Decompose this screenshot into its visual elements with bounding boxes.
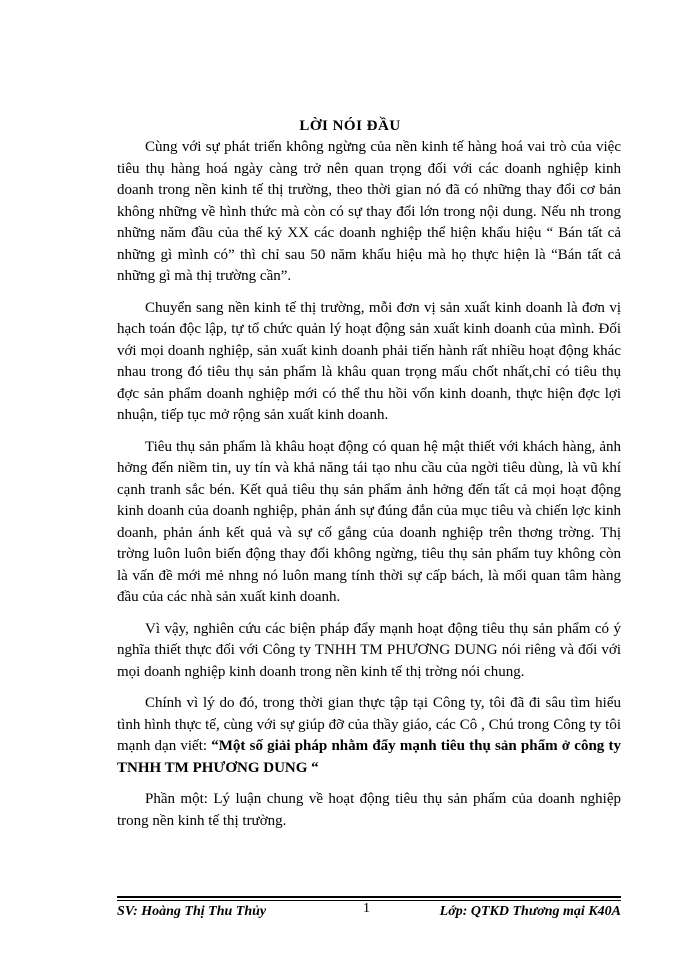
paragraph: Vì vậy, nghiên cứu các biện pháp đẩy mạnh hoạt động tiêu thụ sản phẩm có ý nghĩa thiết thực đối với Công ty TNHH TM PHƯƠNG DUNG nói riêng và đối với mọi doanh nghiệp kinh doanh trong nền kinh tế thị trờng nói chung.: [117, 620, 621, 680]
document-title: LỜI NÓI ĐẦU: [299, 118, 401, 134]
paragraph-thesis: [117, 693, 621, 779]
page-footer: [117, 901, 621, 920]
paragraph: Chuyển sang nền kinh tế thị trường, mỗi đơn vị sản xuất kinh doanh là đơn vị hạch toán độc lập, tự tổ chức quản lý hoạt động sản xuất kinh doanh của mình. Đối với mọi doanh nghiệp, sản xuất kinh doanh phải tiến hành rất nhiều hoạt động khác nhau trong đó tiêu thụ sản phẩm là khâu quan trọng mấu chốt nhất,chỉ có tiêu thụ đợc sản phẩm doanh nghiệp mới có thể thu hồi vốn kinh doanh, thực hiện đợc lợi nhuận, tiếp tục mở rộng sản xuất kinh doanh.: [117, 299, 621, 423]
paragraph: Phần một: Lý luận chung về hoạt động tiêu thụ sản phẩm của doanh nghiệp trong nền kinh tế thị trường.: [117, 791, 621, 829]
footer-student: SV: Hoàng Thị Thu Thủy: [117, 904, 267, 919]
paragraph: Tiêu thụ sản phẩm là khâu hoạt động có quan hệ mật thiết với khách hàng, ảnh hởng đến niềm tin, uy tín và khả năng tái tạo nhu cầu của ngời tiêu dùng, là vũ khí cạnh tranh sắc bén. Kết quả tiêu thụ sản phẩm ảnh hởng đến tất cả mọi hoạt động kinh doanh của doanh nghiệp, phản ánh sự đúng đắn của mục tiêu và chiến lợc kinh doanh, phản ánh kết quả và sự cố gắng của doanh nghiệp trên thơng trờng. Thị trờng luôn luôn biến động thay đổi không ngừng, tiêu thụ sản phẩm tuy không còn là vấn đề mới mẻ nhng nó luôn mang tính thời sự cấp bách, là mối quan tâm hàng đầu của các nhà sản xuất kinh doanh.: [117, 438, 621, 605]
page-number: 1: [363, 901, 370, 916]
footer-divider: [117, 896, 621, 898]
paragraph: Cùng với sự phát triển không ngừng của nền kinh tế hàng hoá vai trò của việc tiêu thụ hàng hoá ngày càng trở nên quan trọng đối với các doanh nghiệp kinh doanh trong nền kinh tế thị trường, theo thời gian nó đã có những thay đổi cơ bản không những về hình thức mà còn có sự thay đổi lớn trong nội dung. Nếu nh trong những năm đầu của thế kỷ XX các doanh nghiệp thể hiện khẩu hiệu “ Bán tất cả những gì mình có” thì chỉ sau 50 năm khẩu hiệu mà họ thực hiện là “Bán tất cả những gì mà thị trường cần”.: [117, 139, 621, 284]
thesis-lead-text: Chính vì lý do đó, trong thời gian thực tập tại Công ty, tôi đã đi sâu tìm hiểu tình hình thực tế, cùng với sự giúp đỡ của thầy giáo, các Cô , Chú trong Công ty tôi mạnh dạn viết:: [117, 695, 621, 754]
footer-class: Lớp: QTKD Thương mại K40A: [439, 904, 621, 919]
document-body: [117, 137, 621, 842]
thesis-title: “Một số giải pháp nhằm đẩy mạnh tiêu thụ sản phẩm ở công ty TNHH TM PHƯƠNG DUNG “: [117, 738, 621, 776]
